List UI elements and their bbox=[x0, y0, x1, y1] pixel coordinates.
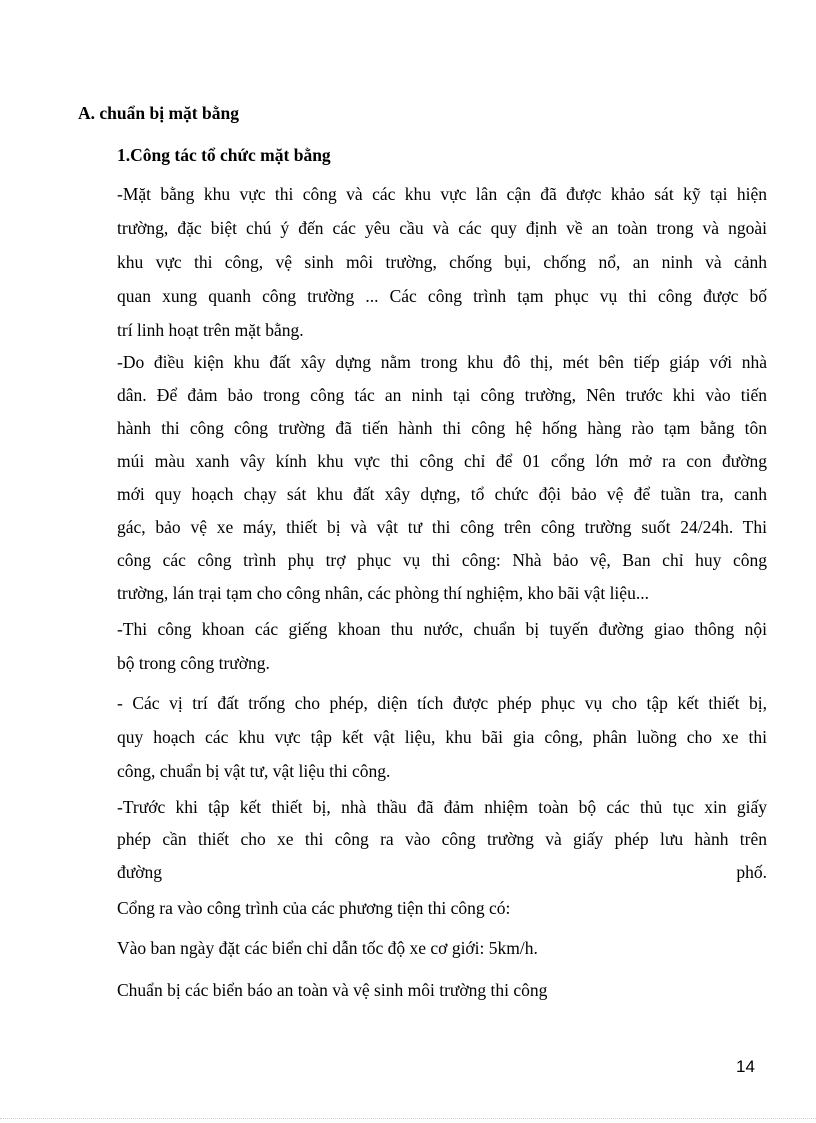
text-line: - Các vị trí đất trống cho phép, diện tích được phép phục vụ cho tập kết thiết bị, bbox=[117, 693, 767, 713]
text-line: Chuẩn bị các biển báo an toàn và vệ sinh môi trường thi công bbox=[117, 980, 548, 1000]
text-line: trí linh hoạt trên mặt bằng. bbox=[117, 320, 304, 340]
text-line: phép cần thiết cho xe thi công ra vào công trường và giấy phép lưu hành trên bbox=[117, 829, 767, 849]
text-line: khu vực thi công, vệ sinh môi trường, chống bụi, chống nổ, an ninh và cảnh bbox=[117, 252, 767, 272]
text-line: -Trước khi tập kết thiết bị, nhà thầu đã đảm nhiệm toàn bộ các thủ tục xin giấy bbox=[117, 797, 767, 817]
text-line: công, chuẩn bị vật tư, vật liệu thi công. bbox=[117, 761, 391, 781]
text-line: quan xung quanh công trường ... Các công trình tạm phục vụ thi công được bố bbox=[117, 286, 767, 306]
text-line: -Do điều kiện khu đất xây dựng nằm trong khu đô thị, mét bên tiếp giáp với nhà bbox=[117, 352, 767, 372]
text-line: quy hoạch các khu vực tập kết vật liệu, khu bãi gia công, phân luồng cho xe thi bbox=[117, 727, 767, 747]
text-line: trường, lán trại tạm cho công nhân, các phòng thí nghiệm, kho bãi vật liệu... bbox=[117, 583, 649, 603]
text-line: đường phố. bbox=[117, 862, 767, 882]
subsection-heading-1: 1.Công tác tổ chức mặt bằng bbox=[117, 145, 331, 165]
section-heading-a: A. chuẩn bị mặt bằng bbox=[78, 103, 239, 123]
page-bottom-border bbox=[0, 1118, 816, 1119]
text-line: trường, đặc biệt chú ý đến các yêu cầu và các quy định về an toàn trong và ngoài bbox=[117, 218, 767, 238]
text-line: gác, bảo vệ xe máy, thiết bị và vật tư thi công trên công trường suốt 24/24h. Thi bbox=[117, 517, 767, 537]
text-line: hành thi công công trường đã tiến hành thi công hệ hống hàng rào tạm bằng tôn bbox=[117, 418, 767, 438]
text-line: công các công trình phụ trợ phục vụ thi công: Nhà bảo vệ, Ban chỉ huy công bbox=[117, 550, 767, 570]
text-line: Vào ban ngày đặt các biển chỉ dẫn tốc độ xe cơ giới: 5km/h. bbox=[117, 938, 538, 958]
page-number: 14 bbox=[736, 1057, 755, 1076]
text-line: mới quy hoạch chạy sát khu đất xây dựng, tổ chức đội bảo vệ để tuần tra, canh bbox=[117, 484, 767, 504]
text-line: múi màu xanh vây kính khu vực thi công chỉ để 01 cổng lớn mở ra con đường bbox=[117, 451, 767, 471]
text-line: -Mặt bằng khu vực thi công và các khu vực lân cận đã được khảo sát kỹ tại hiện bbox=[117, 184, 767, 204]
text-line: dân. Để đảm bảo trong công tác an ninh tại công trường, Nên trước khi vào tiến bbox=[117, 385, 767, 405]
text-line: bộ trong công trường. bbox=[117, 653, 270, 673]
text-line: Cổng ra vào công trình của các phương tiện thi công có: bbox=[117, 898, 511, 918]
text-line: -Thi công khoan các giếng khoan thu nước, chuẩn bị tuyến đường giao thông nội bbox=[117, 619, 767, 639]
